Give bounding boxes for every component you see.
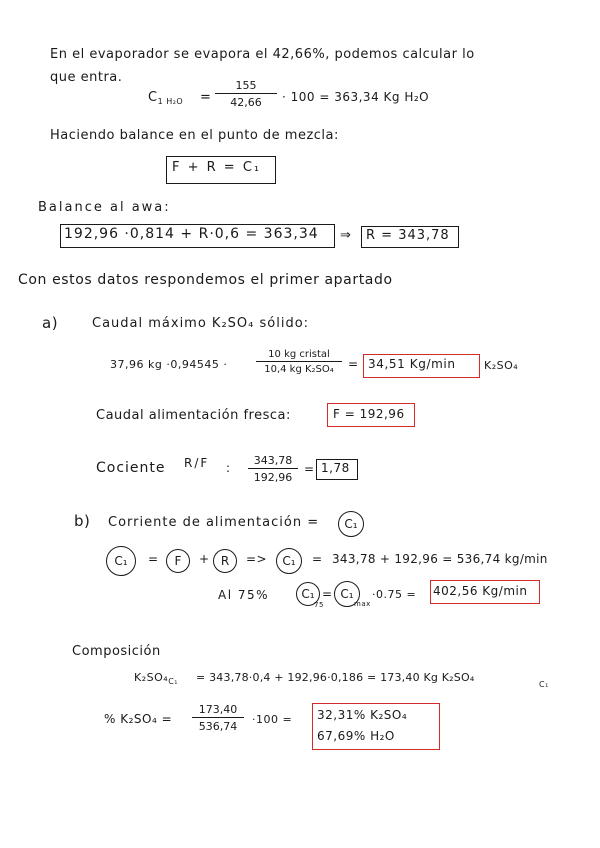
- a-cociente-result: 1,78: [321, 461, 350, 475]
- a-fraction-numerator: 10 kg cristal: [268, 349, 330, 360]
- composicion-k2so4-tail-sub: C₁: [539, 680, 549, 689]
- section-b-label: b): [74, 512, 91, 530]
- composicion-result-2: 67,69% H₂O: [317, 729, 395, 743]
- b-sum-text: 343,78 + 192,96 = 536,74 kg/min: [332, 552, 548, 566]
- c1h2o-eq-sign: =: [200, 90, 212, 105]
- b-al75-sub1: 75: [314, 601, 324, 609]
- primer-apartado: Con estos datos respondemos el primer apartado: [18, 272, 393, 288]
- b-f-circle: F: [166, 549, 190, 573]
- balance-awa-heading: Balance al awa:: [38, 200, 171, 215]
- a-result-unit: K₂SO₄: [484, 359, 519, 372]
- b-plus: +: [199, 552, 210, 566]
- c1h2o-fraction: [218, 79, 274, 109]
- b-arrow: =>: [246, 552, 268, 566]
- a-cociente-colon: :: [226, 461, 231, 475]
- b-al75-eq: =: [322, 587, 333, 601]
- composicion-pct-label: % K₂SO₄ =: [104, 712, 173, 726]
- a-fresca-result: F = 192,96: [333, 407, 405, 421]
- a-cociente-eq: =: [304, 462, 315, 476]
- c1h2o-denominator: 42,66: [230, 96, 262, 109]
- composicion-result-1: 32,31% K₂SO₄: [317, 708, 408, 722]
- a-fraction: [256, 349, 342, 375]
- mezcla-heading: Haciendo balance en el punto de mezcla:: [50, 128, 339, 143]
- balance-awa-arrow: ⇒: [340, 228, 352, 243]
- intro-line-1: En el evaporador se evapora el 42,66%, podemos calcular lo: [50, 47, 475, 62]
- fraction-bar: [256, 361, 342, 362]
- a-cociente-numerator: 343,78: [253, 454, 293, 467]
- mezcla-equation: F + R = C₁: [172, 160, 262, 175]
- a-cociente-denominator: 192,96: [253, 471, 293, 484]
- b-r-circle: R: [213, 549, 237, 573]
- a-cociente-ratio: R/F: [184, 456, 210, 470]
- b-al75-sub2: max: [354, 600, 371, 608]
- fraction-bar: [248, 468, 298, 469]
- section-b-title: Corriente de alimentación =: [108, 515, 320, 530]
- fraction-bar: [192, 717, 244, 718]
- b-al75-mult: ·0.75 =: [372, 588, 417, 601]
- b-c1b-circle: C₁: [276, 548, 302, 574]
- b-al75-label: Al 75%: [218, 588, 270, 602]
- balance-awa-equation: 192,96 ·0,814 + R·0,6 = 363,34: [64, 226, 319, 242]
- c1h2o-rest: · 100 = 363,34 Kg H₂O: [282, 90, 430, 104]
- composicion-heading: Composición: [72, 644, 161, 659]
- a-calc-left: 37,96 kg ·0,94545 ·: [110, 358, 228, 371]
- a-result: 34,51 Kg/min: [368, 357, 456, 371]
- intro-line-2: que entra.: [50, 70, 123, 85]
- a-cociente-fraction: [248, 454, 298, 484]
- b-title-c1-circle: C₁: [338, 511, 364, 537]
- composicion-k2so4-sub: C₁: [168, 677, 178, 686]
- b-eq1: =: [148, 552, 159, 566]
- b-al75-c1max-circle: C₁: [334, 581, 360, 607]
- composicion-pct-numerator: 173,40: [198, 703, 238, 716]
- composicion-pct-denominator: 536,74: [198, 720, 238, 733]
- b-al75-c1-circle: C₁: [296, 582, 320, 606]
- balance-awa-result: R = 343,78: [366, 228, 450, 243]
- a-fresca-label: Caudal alimentación fresca:: [96, 408, 291, 423]
- composicion-k2so4-label: $K_2SO_4_{C_1}$: [134, 671, 178, 686]
- c1h2o-lhs: $C_{1 H_2O}$: [148, 90, 184, 106]
- c1h2o-numerator: 155: [235, 79, 257, 92]
- b-c1-circle: C₁: [106, 546, 136, 576]
- section-a-label: a): [42, 314, 59, 332]
- b-al75-result: 402,56 Kg/min: [433, 584, 528, 598]
- composicion-k2so4-calc: = 343,78·0,4 + 192,96·0,186 = 173,40 Kg K₂SO₄: [196, 671, 475, 684]
- composicion-pct-rest: ·100 =: [252, 713, 293, 726]
- section-a-title: Caudal máximo K₂SO₄ sólido:: [92, 316, 310, 331]
- composicion-pct-fraction: [192, 703, 244, 733]
- b-eq2: =: [312, 552, 323, 566]
- a-cociente-label: Cociente: [96, 460, 166, 476]
- fraction-bar: [215, 93, 277, 94]
- a-calc-eq: =: [348, 357, 359, 371]
- a-fraction-denominator: 10,4 kg K₂SO₄: [264, 364, 334, 375]
